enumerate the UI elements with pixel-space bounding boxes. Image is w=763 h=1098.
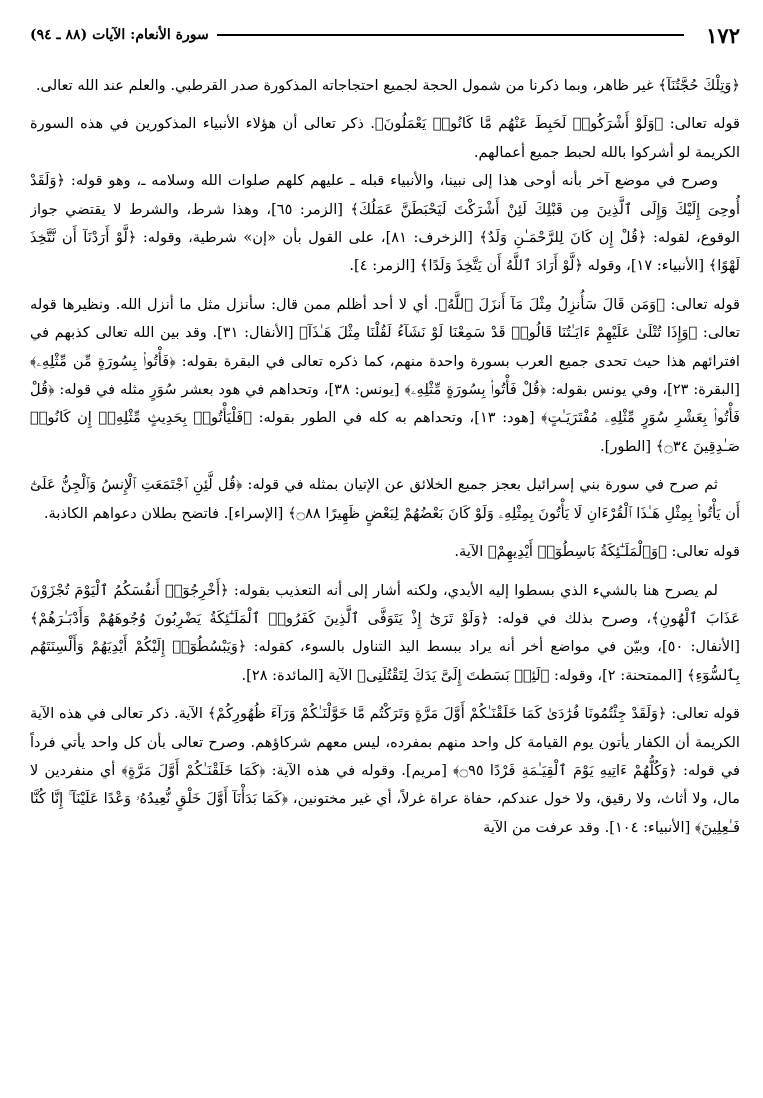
body-text bbox=[30, 72, 740, 842]
paragraph: لم يصرح هنا بالشيء الذي بسطوا إليه الأيدي، ولكنه أشار إلى أنه التعذيب بقوله: ﴿أَخْرِجُوٓا۟ أَنفُسَكُمُ ٱلْيَوْمَ تُجْزَوْنَ عَذَابَ ٱلْهُونِ﴾، وصرح بذلك في قوله: ﴿وَلَوْ تَرَىٰٓ إِذْ يَتَوَفَّى ٱلَّذِينَ كَفَرُوا۟ ٱلْمَلَـٰٓئِكَةُ يَضْرِبُونَ وُجُوهَهُمْ وَأَدْبَـٰرَهُمْ﴾ [الأنفال: ٥٠]، وبيّن في مواضع أخر أنه يراد ببسط اليد التناول بالسوء، كقوله: ﴿وَيَبْسُطُوٓا۟ إِلَيْكُمْ أَيْدِيَهُمْ وَأَلْسِنَتَهُم بِٱلسُّوٓءِ﴾ [الممتحنة: ٢]، وقوله: ﴿لَئِنۢ بَسَطتَ إِلَىَّ يَدَكَ لِتَقْتُلَنِى﴾ الآية [المائدة: ٢٨]. bbox=[30, 581, 740, 684]
book-page bbox=[30, 22, 740, 1088]
page-number: ١٧٢ bbox=[706, 22, 740, 48]
paragraph: قوله تعالى: ﴿وَمَن قَالَ سَأُنزِلُ مِثْلَ مَآ أَنزَلَ ٱللَّهُ﴾. أي لا أحد أظلم ممن قال: سأنزل مثل ما أنزل الله. ونظيرها قوله تعالى: ﴿وَإِذَا تُتْلَىٰ عَلَيْهِمْ ءَايَـٰتُنَا قَالُوا۟ قَدْ سَمِعْنَا لَوْ نَشَآءُ لَقُلْنَا مِثْلَ هَـٰذَآ﴾ [الأنفال: ٣١]. وقد بين الله تعالى كذبهم في افترائهم هذا حيث تحدى جميع العرب بسورة واحدة منهم، كما ذكره تعالى في البقرة بقوله: ﴿فَأْتُوا۟ بِسُورَةٍ مِّن مِّثْلِهِۦ﴾ [البقرة: ٢٣]، وفي يونس بقوله: ﴿قُلْ فَأْتُوا۟ بِسُورَةٍ مِّثْلِهِۦ﴾ [يونس: ٣٨]، وتحداهم في هود بعشر سُوَرٍ مثله في قوله: ﴿قُلْ فَأْتُوا۟ بِعَشْرِ سُوَرٍ مِّثْلِهِۦ مُفْتَرَيَـٰتٍ﴾ [هود: ١٣]، وتحداهم به كله في الطور بقوله: ﴿فَلْيَأْتُوا۟ بِحَدِيثٍ مِّثْلِهِۦٓ إِن كَانُوا۟ صَـٰدِقِينَ ۝٣٤﴾ [الطور]. bbox=[30, 295, 740, 455]
paragraph: قوله تعالى: ﴿وَٱلْمَلَـٰٓئِكَةُ بَاسِطُوٓا۟ أَيْدِيهِمْ﴾ الآية. bbox=[454, 543, 740, 561]
paragraph: ثم صرح في سورة بني إسرائيل بعجز جميع الخلائق عن الإتيان بمثله في قوله: ﴿قُل لَّئِنِ ٱجْتَمَعَتِ ٱلْإِنسُ وَٱلْجِنُّ عَلَىٰٓ أَن يَأْتُوا۟ بِمِثْلِ هَـٰذَا ٱلْقُرْءَانِ لَا يَأْتُونَ بِمِثْلِهِۦ وَلَوْ كَانَ بَعْضُهُمْ لِبَعْضٍ ظَهِيرًا ۝٨٨﴾ [الإسراء]. فاتضح بطلان دعواهم الكاذبة. bbox=[30, 476, 740, 522]
paragraph: قوله تعالى: ﴿وَلَوْ أَشْرَكُوا۟ لَحَبِطَ عَنْهُم مَّا كَانُوا۟ يَعْمَلُونَ﴾. ذكر تعالى أن هؤلاء الأنبياء المذكورين في هذه السورة الكريمة لو أشركوا بالله لحبط جميع أعمالهم. bbox=[30, 115, 740, 161]
paragraph: قوله تعالى: ﴿وَلَقَدْ جِئْتُمُونَا فُرَٰدَىٰ كَمَا خَلَقْنَـٰكُمْ أَوَّلَ مَرَّةٍ وَتَرَكْتُم مَّا خَوَّلْنَـٰكُمْ وَرَآءَ ظُهُورِكُمْ﴾ الآية. ذكر تعالى في هذه الآية الكريمة أن الكفار يأتون يوم القيامة كل واحد منهم بمفرده، ليس معهم شركاؤهم. وصرح تعالى بأن كل واحد يأتي فرداً في قوله: ﴿وَكُلُّهُمْ ءَاتِيهِ يَوْمَ ٱلْقِيَـٰمَةِ فَرْدًا ۝٩٥﴾ [مريم]. وقوله في هذه الآية: ﴿كَمَا خَلَقْنَـٰكُمْ أَوَّلَ مَرَّةٍ﴾ أي منفردين لا مال، ولا أثاث، ولا رقيق، ولا خول عندكم، حفاة عراة غرلاً، أي غير مختونين، ﴿كَمَا بَدَأْنَآ أَوَّلَ خَلْقٍ نُّعِيدُهُۥ وَعْدًا عَلَيْنَآ ۚ إِنَّا كُنَّا فَـٰعِلِينَ﴾ [الأنبياء: ١٠٤]. وقد عرفت من الآية bbox=[30, 705, 740, 836]
paragraph: ﴿وَتِلْكَ حُجَّتُنَآ﴾ غير ظاهر، وبما ذكرنا من شمول الحجة لجميع احتجاجاته المذكورة صدر القرطبي. والعلم عند الله تعالى. bbox=[35, 77, 740, 94]
header-rule bbox=[217, 34, 684, 36]
paragraph: وصرح في موضع آخر بأنه أوحى هذا إلى نبينا، والأنبياء قبله ـ عليهم كلهم صلوات الله وسلامه ـ، وهو قوله: ﴿وَلَقَدْ أُوحِىَ إِلَيْكَ وَإِلَى ٱلَّذِينَ مِن قَبْلِكَ لَئِنْ أَشْرَكْتَ لَيَحْبَطَنَّ عَمَلُكَ﴾ [الزمر: ٦٥]، وهذا شرط، والشرط لا يقتضي جواز الوقوع، لقوله: ﴿قُلْ إِن كَانَ لِلرَّحْمَـٰنِ وَلَدٌ﴾ [الزخرف: ٨١]، على القول بأن «إن» شرطية، وقوله: ﴿لَّوْ أَرَدْنَآ أَن نَّتَّخِذَ لَهْوًا﴾ [الأنبياء: ١٧]، وقوله ﴿لَّوْ أَرَادَ ٱللَّهُ أَن يَتَّخِذَ وَلَدًا﴾ [الزمر: ٤]. bbox=[30, 172, 740, 275]
running-header bbox=[30, 22, 740, 48]
surah-title: سورة الأنعام: الآيات (٨٨ ـ ٩٤) bbox=[30, 27, 209, 43]
